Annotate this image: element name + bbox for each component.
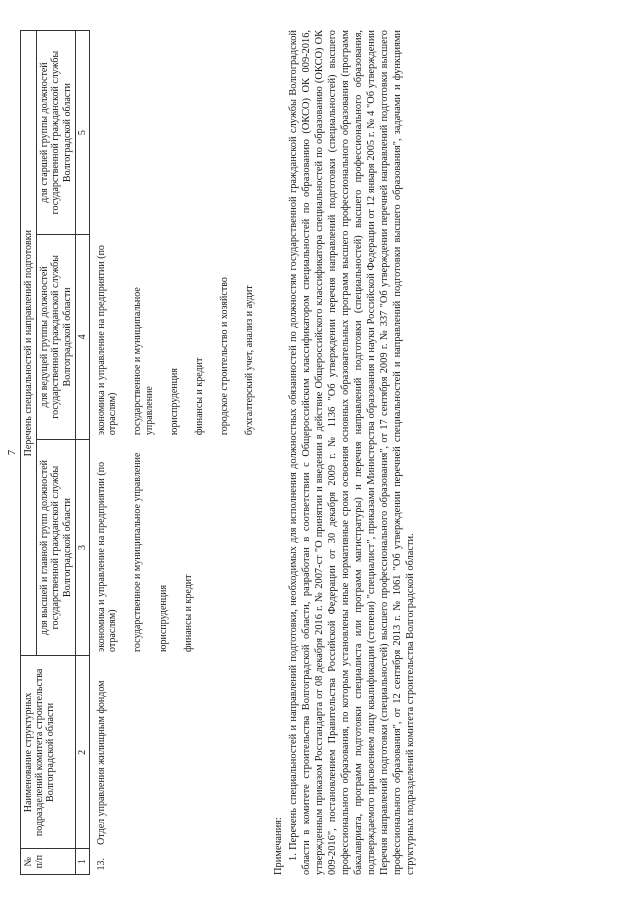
column-number: 4	[75, 235, 89, 439]
page-number: 7	[6, 449, 18, 456]
notes-section	[272, 30, 417, 875]
specialty-item: государственное и муниципальное управление	[132, 287, 155, 436]
column-number: 5	[75, 31, 89, 235]
specialty-item: бухгалтерский учет, анализ и аудит	[244, 285, 256, 436]
specialty-item: юриспруденция	[157, 584, 169, 652]
header-leading-group: для ведущей группы должностей государственной гражданской службы Волгоградской области	[37, 235, 76, 439]
header-highest-group: для высшей и главной групп должностей государственной гражданской службы Волгоградской области	[37, 439, 76, 656]
specialty-item: экономика и управление на предприятии (по отраслям)	[95, 245, 119, 436]
row-highest-group-list	[89, 439, 271, 656]
notes-heading: Примечания:	[273, 817, 284, 875]
specialty-item: государственное и муниципальное управление	[132, 452, 144, 652]
column-number: 2	[75, 656, 89, 849]
row-number: 13.	[95, 858, 107, 871]
column-number: 1	[75, 849, 89, 875]
row-department-name: Отдел управления жилищным фондом	[95, 680, 107, 845]
specialties-table	[20, 30, 271, 875]
row-leading-group-list	[89, 235, 271, 439]
header-number: № п/п	[21, 849, 76, 875]
notes-paragraph: 1. Перечень специальностей и направлений подготовки, необходимых для исполнения должностных обязанностей по должностям государственной гражданской службы Волгоградской области в комитете строительства Волгоградской области, разработан в соответствии с Общероссийским классификатором специальностей по образованию (ОКСО) ОК 009-2016, утвержденным приказом Росстандарта от 08 декабря 2016 г. № 2007-ст "О принятии и введении в действие Общероссийского классификатора специальностей по образованию (ОКСО) ОК 009-2016", постановлением Правительства Российской Федерации от 30 декабря 2009 г. № 1136 "Об утверждении перечня направлений подготовки (специальностей) высшего профессионального образования, по которым установлены иные нормативные сроки освоения основных образовательных программ высшего профессионального образования (программ бакалавриата, программ подготовки специалиста или программ магистратуры) и перечня направлений подготовки (специальностей) высшего профессионального образования, подтверждаемого присвоением лицу квалификации (степени) "специалист", приказами Министерства образования и науки Российской Федерации от 12 января 2005 г. № 4 "Об утверждении Перечня направлений подготовки (специальностей) высшего профессионального образования", от 17 сентября 2009 г. № 337 "Об утверждении перечней направлений подготовки высшего профессионального образования", от 12 сентября 2013 г. № 1061 "Об утверждении перечней специальностей и направлений подготовки высшего образования", задачами и функциями структурных подразделений комитета строительства Волгоградской области.	[288, 30, 416, 875]
specialty-item: городское строительство и хозяйство	[219, 277, 231, 436]
specialty-item: финансы и кредит	[193, 357, 205, 436]
row-senior-group-list	[89, 31, 271, 235]
header-specialties-group: Перечень специальностей и направлений подготовки	[21, 31, 37, 656]
header-department-name: Наименование структурных подразделений комитета строительства Волгоградской области	[21, 656, 76, 849]
column-number-row	[75, 31, 89, 875]
specialty-item: финансы и кредит	[182, 574, 194, 652]
specialty-item: юриспруденция	[168, 368, 180, 436]
header-senior-group: для старшей группы должностей государственной гражданской службы Волгоградской области	[37, 31, 76, 235]
column-number: 3	[75, 439, 89, 656]
table-row	[89, 31, 271, 875]
specialty-item: экономика и управление на предприятии (по отраслям)	[95, 461, 119, 652]
